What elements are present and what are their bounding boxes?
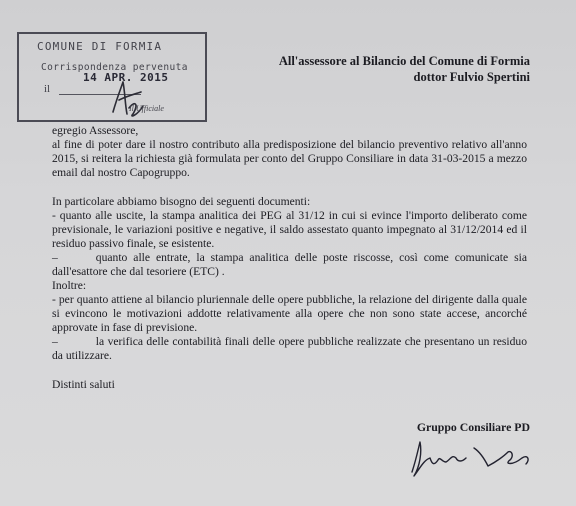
dash: – bbox=[52, 251, 58, 264]
document-item-inflows bbox=[52, 251, 527, 279]
inoltre-heading: Inoltre: bbox=[52, 279, 87, 292]
stamp-ufficio: Il Ufficiale bbox=[129, 104, 164, 113]
document-item-final-accounts bbox=[52, 335, 527, 363]
stamp-date: 14 APR. 2015 bbox=[83, 71, 169, 84]
stamp-correspondence: Corrispondenza pervenuta bbox=[41, 62, 188, 73]
closing-salutation: Distinti saluti bbox=[52, 378, 115, 391]
document-item-final-accounts-text: la verifica delle contabilità finali delle opere pubbliche realizzate che presentano un residuo da utilizzare. bbox=[52, 335, 527, 362]
stamp-il-label: il bbox=[44, 83, 51, 95]
documents-heading: In particolare abbiamo bisogno dei seguenti documenti: bbox=[52, 195, 311, 208]
signature-group: Gruppo Consiliare PD bbox=[416, 420, 530, 434]
reception-stamp bbox=[17, 32, 207, 122]
handwritten-signature-icon bbox=[404, 432, 534, 482]
addressee-line-1: All'assessore al Bilancio del Comune di Formia bbox=[278, 54, 530, 68]
dash: – bbox=[52, 335, 58, 348]
addressee-block bbox=[240, 53, 530, 85]
letter-body bbox=[52, 124, 527, 392]
document-item-outflows: - quanto alle uscite, la stampa analitica dei PEG al 31/12 in cui si evince l'importo deliberato come previsionale, le variazioni positive e negative, il saldo assestato quanto impegnato al 31/12/2014 ed il residuo passivo finale, se esistente. bbox=[52, 209, 527, 250]
intro-paragraph: al fine di poter dare il nostro contributo alla predisposizione del bilancio preventivo relativo all'anno 2015, si reitera la richiesta già formulata per conto del Gruppo Consiliare in data 31-03-2015 a mezzo email dal nostro Capogruppo. bbox=[52, 138, 527, 179]
stamp-initials-icon bbox=[107, 78, 147, 120]
greeting: egregio Assessore, bbox=[52, 124, 139, 137]
document-item-inflows-text: quanto alle entrate, la stampa analitica delle poste riscosse, così come comunicate sia dall'esattore che dal tesoriere (ETC) . bbox=[52, 251, 527, 278]
addressee-line-2: dottor Fulvio Spertini bbox=[413, 70, 530, 84]
stamp-office: COMUNE DI FORMIA bbox=[37, 40, 163, 53]
document-item-multiyear: - per quanto attiene al bilancio pluriennale delle opere pubbliche, la relazione del dirigente dalla quale si evincono le motivazioni addotte relativamente alla opere che non sono state accese, ancorché approvate in fase di previsione. bbox=[52, 293, 527, 334]
